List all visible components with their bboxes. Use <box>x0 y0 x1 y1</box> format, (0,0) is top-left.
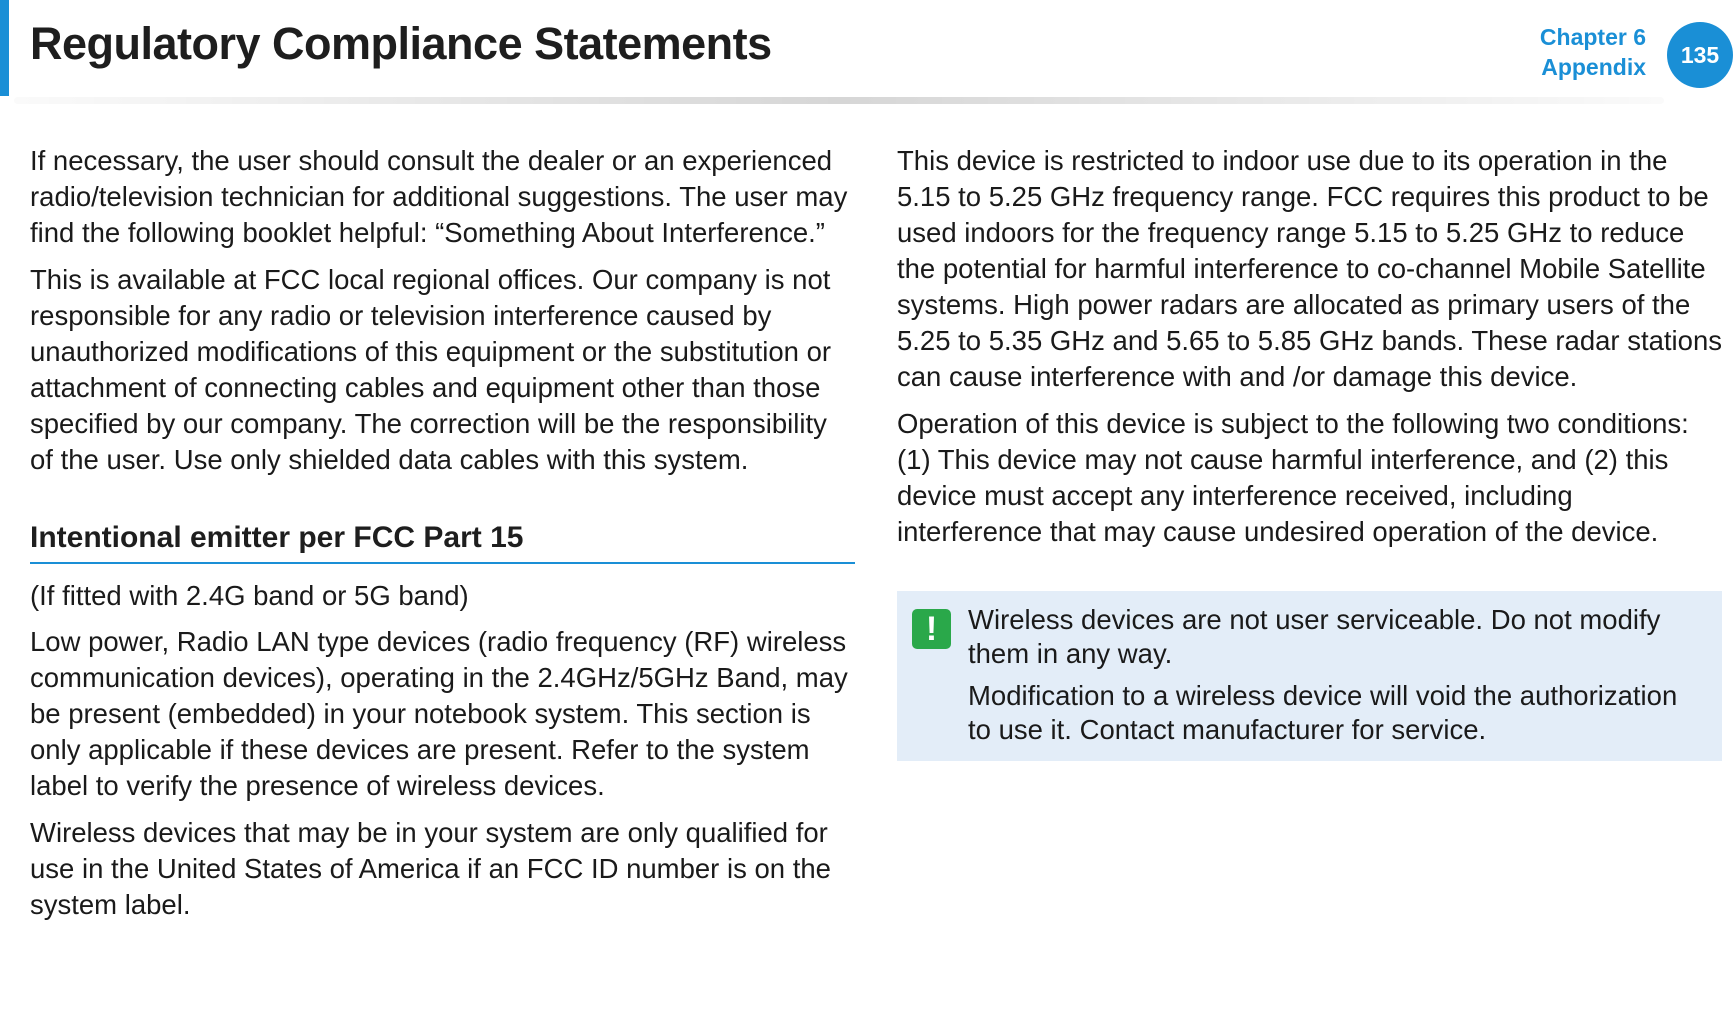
left-column <box>30 143 855 934</box>
section-heading: Intentional emitter per FCC Part 15 <box>30 519 855 564</box>
header-divider <box>14 97 1664 104</box>
exclamation-icon: ! <box>912 609 951 649</box>
chapter-section: Appendix <box>1541 54 1646 80</box>
paragraph: (If fitted with 2.4G band or 5G band) <box>30 580 469 611</box>
paragraph: Operation of this device is subject to the following two conditions: (1) This device may not cause harmful interference, and (2) this device must accept any interference received, including interference that may cause undesired operation of the device. <box>897 408 1689 547</box>
paragraph: This device is restricted to indoor use due to its operation in the 5.15 to 5.25 GHz frequency range. FCC requires this product to be used indoors for the frequency range 5.15 to 5.25 GHz to reduce the potential for harmful interference to co-channel Mobile Satellite systems. High power radars are allocated as primary users of the 5.25 to 5.35 GHz and 5.65 to 5.85 GHz bands. These radar stations can cause interference with and /or damage this device. <box>897 145 1722 392</box>
header-accent-bar <box>0 0 9 96</box>
chapter-label <box>1540 22 1646 82</box>
right-column <box>897 143 1722 761</box>
paragraph: Wireless devices that may be in your system are only qualified for use in the United States of America if an FCC ID number is on the system label. <box>30 817 831 920</box>
paragraph: If necessary, the user should consult the dealer or an experienced radio/television technician for additional suggestions. The user may find the following booklet helpful: “Something About Interference.” <box>30 145 848 248</box>
paragraph: Low power, Radio LAN type devices (radio frequency (RF) wireless communication devices), operating in the 2.4GHz/5GHz Band, may be present (embedded) in your notebook system. This section is only applicable if these devices are present. Refer to the system label to verify the presence of wireless devices. <box>30 626 848 801</box>
chapter-number: Chapter 6 <box>1539 24 1646 50</box>
page-title: Regulatory Compliance Statements <box>30 18 772 69</box>
notice-text: Wireless devices are not user serviceable. Do not modify them in any way. <box>968 604 1661 669</box>
caution-notice <box>897 591 1722 761</box>
paragraph: This is available at FCC local regional offices. Our company is not responsible for any radio or television interference caused by unauthorized modifications of this equipment or the substitution or attachment of connecting cables and equipment other than those specified by our company. The correction will be the responsibility of the user. Use only shielded data cables with this system. <box>30 264 832 475</box>
notice-text: Modification to a wireless device will void the authorization to use it. Contact manufacturer for service. <box>968 680 1678 745</box>
page-number-badge: 135 <box>1667 22 1733 88</box>
